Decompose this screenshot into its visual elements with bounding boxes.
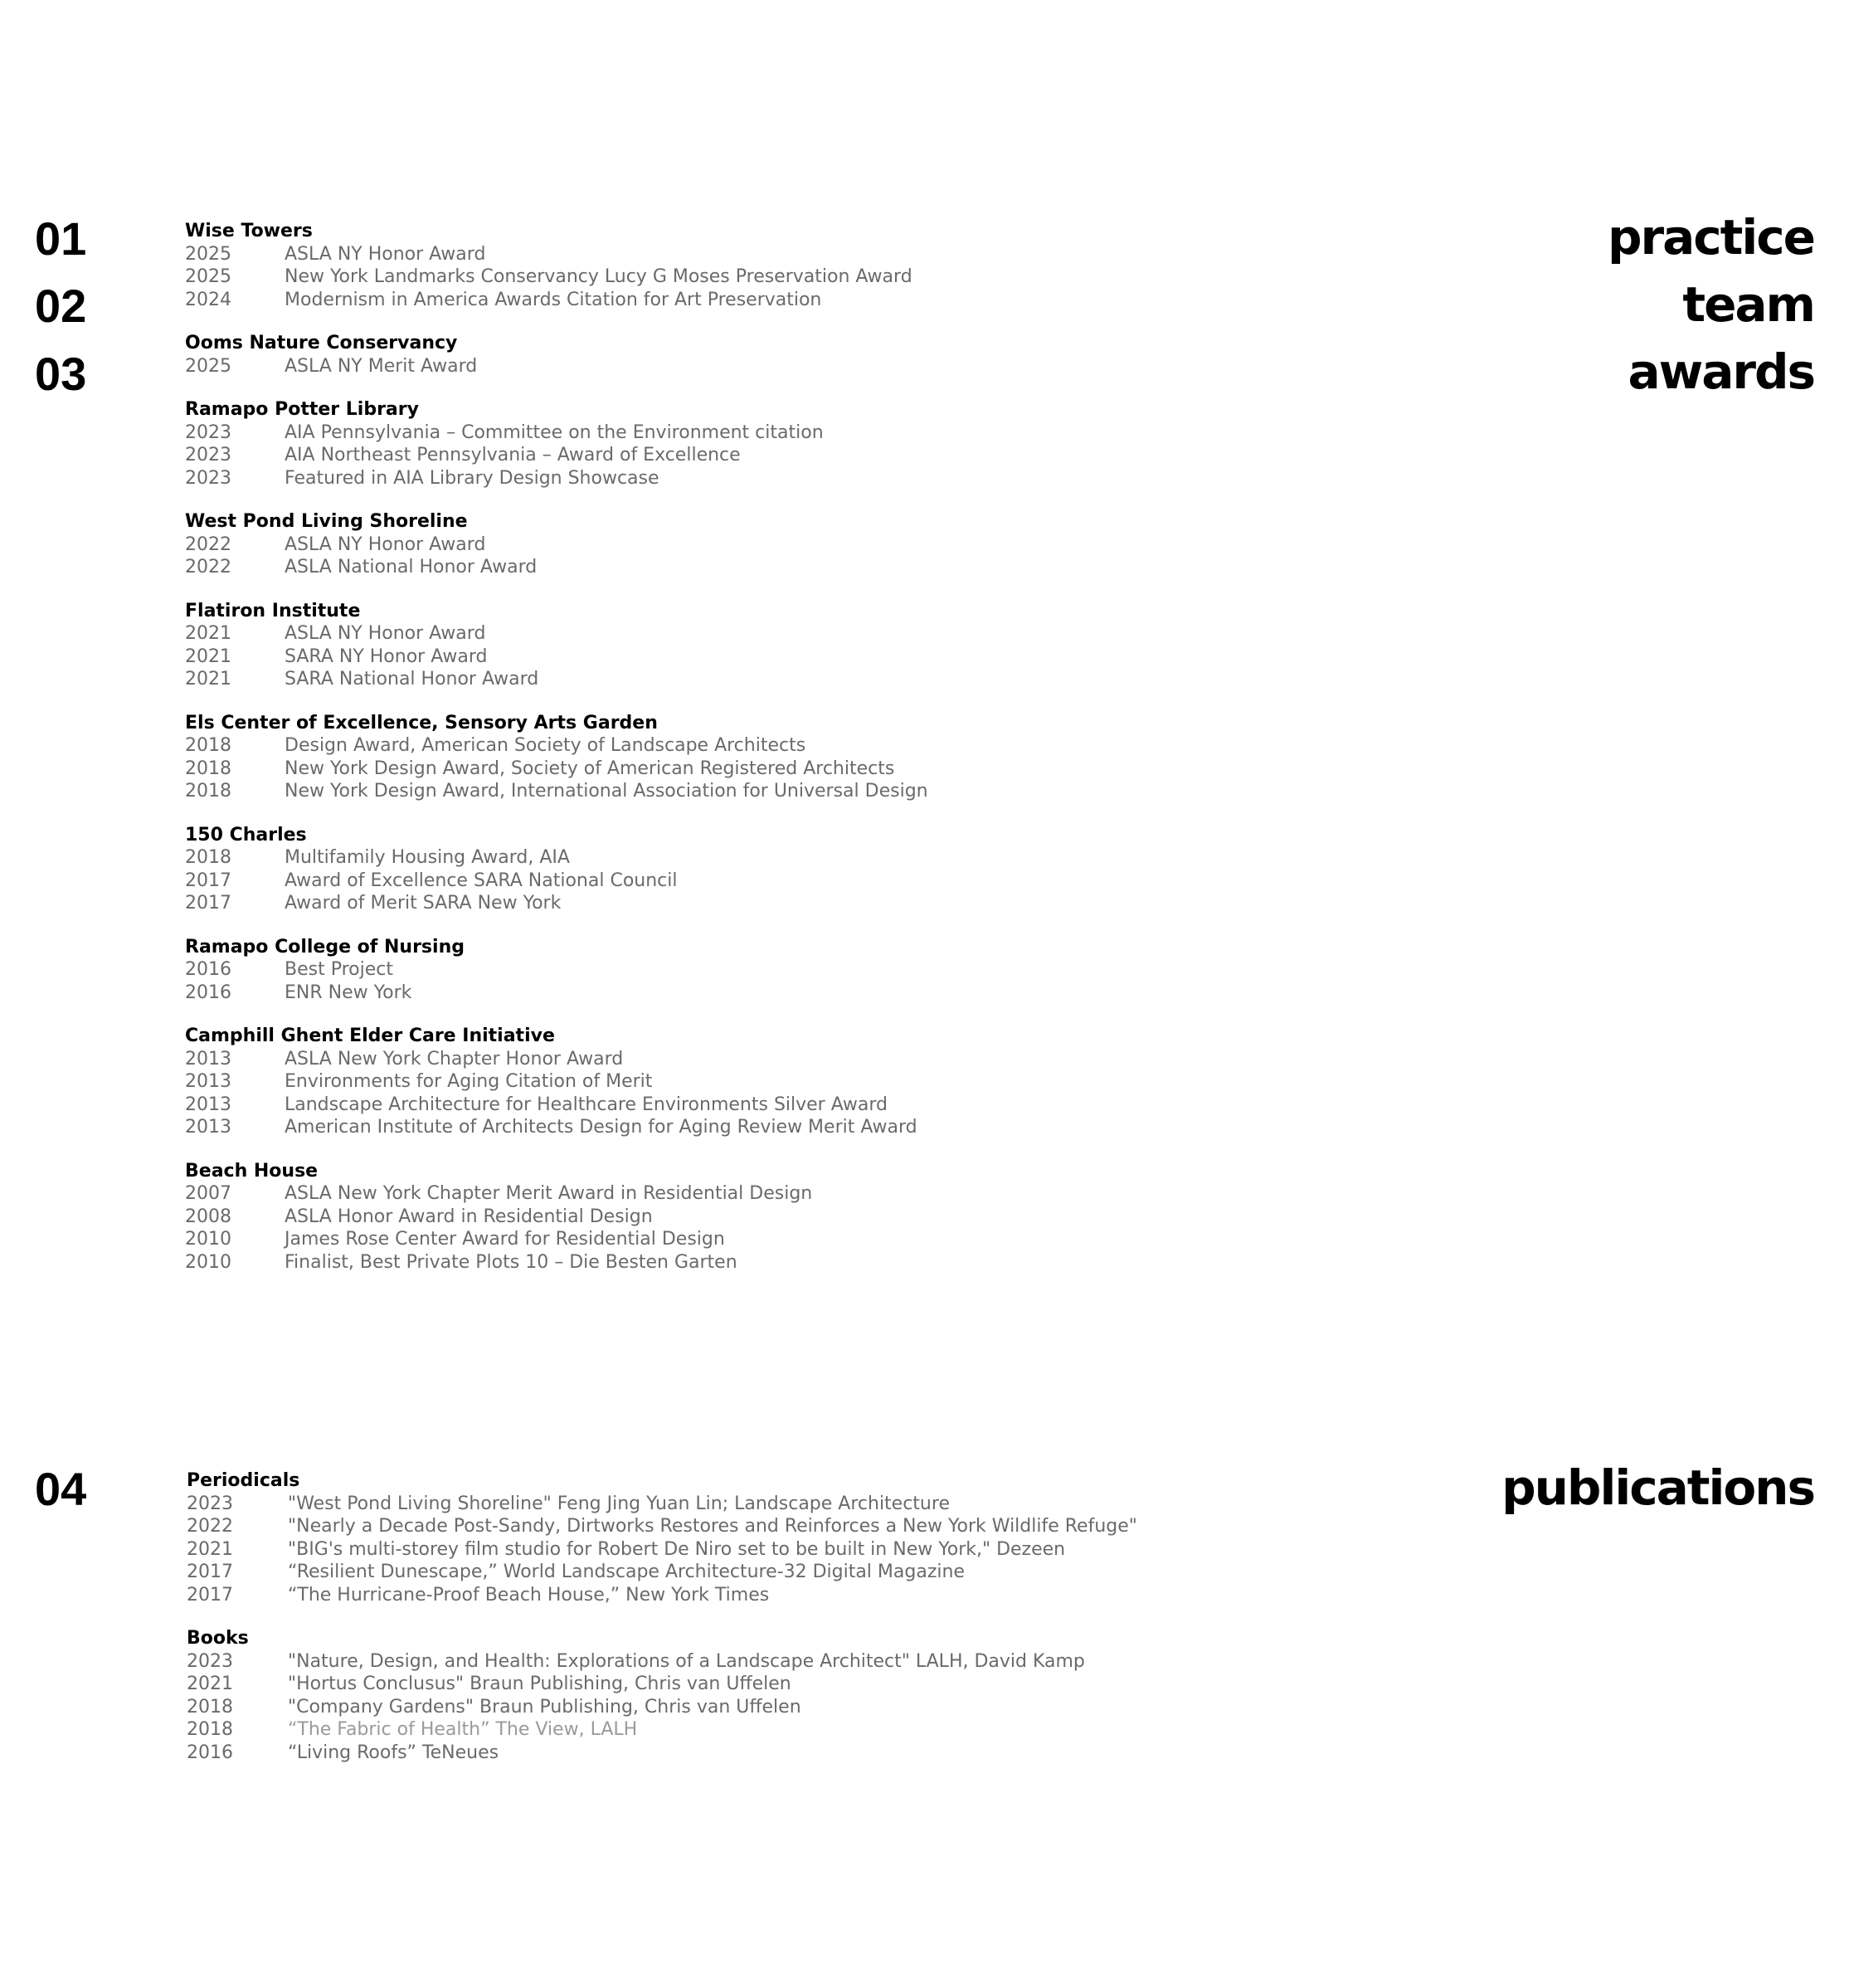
award-group-west-pond-living-shoreline bbox=[185, 510, 928, 579]
award-group-entry bbox=[185, 266, 928, 289]
entry-year: 2025 bbox=[185, 243, 231, 265]
entry-year: 2013 bbox=[185, 1071, 231, 1092]
entry-year: 2021 bbox=[187, 1674, 233, 1694]
nav-link-awards[interactable]: awards bbox=[1628, 344, 1814, 400]
entry-text: ASLA NY Honor Award bbox=[285, 243, 486, 265]
award-group-entry bbox=[185, 467, 928, 490]
entry-year: 2024 bbox=[185, 289, 231, 310]
publication-group-entry bbox=[187, 1538, 1137, 1562]
entry-year: 2013 bbox=[185, 1048, 231, 1070]
award-group-entry bbox=[185, 355, 928, 378]
award-group-entry bbox=[185, 1228, 928, 1251]
entry-text: Multifamily Housing Award, AIA bbox=[285, 847, 570, 868]
nav-number-03[interactable]: 03 bbox=[35, 348, 87, 400]
award-group-entry bbox=[185, 556, 928, 579]
publication-group-entry bbox=[187, 1696, 1137, 1719]
nav-link-team[interactable]: team bbox=[1682, 276, 1814, 333]
award-group-entry bbox=[185, 958, 928, 982]
entry-text: ASLA Honor Award in Residential Design bbox=[285, 1206, 653, 1227]
award-group-entry bbox=[185, 646, 928, 669]
entry-year: 2016 bbox=[187, 1742, 233, 1763]
nav-link-publications[interactable]: publications bbox=[1501, 1459, 1814, 1516]
entry-text: ASLA New York Chapter Merit Award in Residential Design bbox=[285, 1183, 813, 1204]
award-group-entry bbox=[185, 1206, 928, 1229]
entry-year: 2023 bbox=[187, 1650, 233, 1672]
entry-year: 2016 bbox=[185, 959, 231, 980]
entry-year: 2021 bbox=[187, 1538, 233, 1560]
entry-year: 2007 bbox=[185, 1183, 231, 1204]
award-group-entry bbox=[185, 1182, 928, 1206]
award-group-beach-house bbox=[185, 1160, 928, 1274]
entry-year: 2010 bbox=[185, 1229, 231, 1250]
award-group-entry bbox=[185, 734, 928, 758]
entry-text: ASLA NY Merit Award bbox=[285, 355, 478, 377]
award-group-entry bbox=[185, 289, 928, 312]
award-group-title: Ooms Nature Conservancy bbox=[185, 333, 458, 353]
publication-group-entry bbox=[187, 1718, 1137, 1742]
entry-year: 2018 bbox=[187, 1696, 233, 1718]
entry-text: Award of Excellence SARA National Council bbox=[285, 870, 678, 891]
award-group-entry bbox=[185, 668, 928, 691]
entry-year: 2008 bbox=[185, 1206, 231, 1227]
entry-text: New York Design Award, Society of American Registered Architects bbox=[285, 758, 895, 779]
award-group-entry bbox=[185, 1070, 928, 1094]
award-group-ooms-nature-conservancy bbox=[185, 332, 928, 378]
publication-group-books bbox=[187, 1627, 1137, 1764]
entry-year: 2017 bbox=[187, 1562, 233, 1582]
award-group-title: Beach House bbox=[185, 1160, 319, 1182]
entry-year: 2021 bbox=[185, 623, 231, 644]
entry-text: New York Design Award, International Association for Universal Design bbox=[285, 781, 928, 802]
entry-year: 2023 bbox=[185, 445, 231, 465]
entry-year: 2013 bbox=[185, 1117, 231, 1138]
award-group-entry bbox=[185, 1094, 928, 1117]
award-group-entry bbox=[185, 444, 928, 467]
award-group-entry bbox=[185, 1251, 928, 1274]
award-group-entry bbox=[185, 534, 928, 557]
publications-list bbox=[187, 1469, 1137, 1785]
entry-text: SARA NY Honor Award bbox=[285, 646, 488, 667]
nav-number-04[interactable]: 04 bbox=[35, 1463, 87, 1515]
entry-year: 2018 bbox=[185, 758, 231, 779]
entry-text: James Rose Center Award for Residential Design bbox=[285, 1229, 725, 1250]
entry-text: American Institute of Architects Design for Aging Review Merit Award bbox=[285, 1117, 917, 1138]
award-group-entry bbox=[185, 758, 928, 781]
entry-year: 2022 bbox=[185, 534, 231, 555]
entry-year: 2021 bbox=[185, 669, 231, 689]
award-group-entry bbox=[185, 982, 928, 1005]
publication-group-entry bbox=[187, 1561, 1137, 1584]
entry-year: 2016 bbox=[185, 982, 231, 1003]
award-group-title: Camphill Ghent Elder Care Initiative bbox=[185, 1026, 555, 1046]
entry-year: 2017 bbox=[187, 1584, 233, 1606]
award-group-entry bbox=[185, 870, 928, 893]
entry-year: 2018 bbox=[185, 735, 231, 756]
publication-group-entry bbox=[187, 1742, 1137, 1765]
entry-year: 2022 bbox=[185, 557, 231, 577]
publication-group-entry bbox=[187, 1493, 1137, 1516]
award-group-flatiron-institute bbox=[185, 600, 928, 691]
entry-year: 2021 bbox=[185, 646, 231, 667]
publication-group-entry bbox=[187, 1584, 1137, 1607]
nav-link-practice[interactable]: practice bbox=[1608, 209, 1814, 266]
award-group-title: Ramapo Potter Library bbox=[185, 399, 419, 420]
award-group-entry bbox=[185, 421, 928, 445]
entry-text: Landscape Architecture for Healthcare Environments Silver Award bbox=[285, 1094, 888, 1115]
entry-text: AIA Northeast Pennsylvania – Award of Excellence bbox=[285, 445, 741, 465]
nav-number-02[interactable]: 02 bbox=[35, 280, 87, 332]
entry-year: 2018 bbox=[185, 847, 231, 868]
entry-year: 2018 bbox=[187, 1719, 233, 1740]
entry-text: ASLA New York Chapter Honor Award bbox=[285, 1048, 624, 1070]
entry-text: SARA National Honor Award bbox=[285, 669, 539, 689]
award-group-camphill-ghent-elder-care-initiative bbox=[185, 1025, 928, 1139]
entry-text: ASLA NY Honor Award bbox=[285, 623, 486, 644]
entry-text: Modernism in America Awards Citation for Art Preservation bbox=[285, 289, 822, 310]
entry-year: 2022 bbox=[187, 1516, 233, 1537]
publication-group-title: Books bbox=[187, 1628, 249, 1649]
entry-text: “The Hurricane-Proof Beach House,” New York Times bbox=[288, 1584, 770, 1606]
award-group-title: Els Center of Excellence, Sensory Arts Garden bbox=[185, 712, 658, 733]
award-group-els-center-of-excellence-sensory-arts-garden bbox=[185, 712, 928, 803]
award-group-ramapo-college-of-nursing bbox=[185, 936, 928, 1005]
publication-group-title: Periodicals bbox=[187, 1470, 300, 1491]
entry-text: “Resilient Dunescape,” World Landscape Architecture-32 Digital Magazine bbox=[288, 1562, 965, 1582]
award-group-entry bbox=[185, 243, 928, 266]
entry-year: 2025 bbox=[185, 266, 231, 287]
entry-text: Finalist, Best Private Plots 10 – Die Besten Garten bbox=[285, 1251, 737, 1273]
publication-group-entry bbox=[187, 1515, 1137, 1538]
award-group-entry bbox=[185, 846, 928, 870]
entry-text: Design Award, American Society of Landscape Architects bbox=[285, 735, 806, 756]
entry-year: 2017 bbox=[185, 893, 231, 914]
entry-text: "Nearly a Decade Post-Sandy, Dirtworks Restores and Reinforces a New York Wildlife Refuge" bbox=[288, 1516, 1137, 1537]
entry-text: AIA Pennsylvania – Committee on the Environment citation bbox=[285, 421, 824, 443]
award-group-title: Flatiron Institute bbox=[185, 600, 361, 621]
entry-text: ENR New York bbox=[285, 982, 412, 1003]
entry-text: "Nature, Design, and Health: Explorations of a Landscape Architect" LALH, David Kamp bbox=[288, 1650, 1085, 1672]
entry-text: New York Landmarks Conservancy Lucy G Moses Preservation Award bbox=[285, 266, 912, 287]
award-group-entry bbox=[185, 1048, 928, 1071]
entry-text: ASLA National Honor Award bbox=[285, 557, 538, 577]
entry-year: 2023 bbox=[187, 1493, 233, 1514]
entry-year: 2025 bbox=[185, 355, 231, 377]
entry-text: "West Pond Living Shoreline" Feng Jing Yuan Lin; Landscape Architecture bbox=[288, 1493, 950, 1514]
award-group-title: Ramapo College of Nursing bbox=[185, 936, 465, 957]
publication-group-entry bbox=[187, 1650, 1137, 1674]
award-group-title: Wise Towers bbox=[185, 221, 313, 241]
award-group-wise-towers bbox=[185, 220, 928, 311]
entry-year: 2017 bbox=[185, 870, 231, 891]
publication-group-periodicals bbox=[187, 1469, 1137, 1606]
entry-text: "Hortus Conclusus" Braun Publishing, Chris van Uffelen bbox=[288, 1674, 791, 1694]
entry-text: Award of Merit SARA New York bbox=[285, 893, 562, 914]
entry-year: 2013 bbox=[185, 1094, 231, 1115]
entry-year: 2023 bbox=[185, 421, 231, 443]
entry-text: Best Project bbox=[285, 959, 393, 980]
entry-year: 2010 bbox=[185, 1251, 231, 1273]
award-group-entry bbox=[185, 780, 928, 803]
award-group-150-charles bbox=[185, 824, 928, 915]
awards-list bbox=[185, 220, 928, 1294]
entry-text: “The Fabric of Health” The View, LALH bbox=[288, 1719, 638, 1740]
entry-text: Featured in AIA Library Design Showcase bbox=[285, 467, 659, 489]
entry-year: 2018 bbox=[185, 781, 231, 802]
award-group-entry bbox=[185, 1116, 928, 1139]
award-group-entry bbox=[185, 892, 928, 915]
publication-group-entry bbox=[187, 1673, 1137, 1696]
award-group-ramapo-potter-library bbox=[185, 398, 928, 490]
entry-text: "Company Gardens" Braun Publishing, Chris van Uffelen bbox=[288, 1696, 801, 1718]
award-group-title: West Pond Living Shoreline bbox=[185, 511, 468, 532]
entry-year: 2023 bbox=[185, 467, 231, 489]
nav-number-01[interactable]: 01 bbox=[35, 212, 87, 265]
entry-text: “Living Roofs” TeNeues bbox=[288, 1742, 499, 1763]
entry-text: "BIG's multi-storey film studio for Robert De Niro set to be built in New York," Dezeen bbox=[288, 1538, 1066, 1560]
entry-text: Environments for Aging Citation of Merit bbox=[285, 1071, 653, 1092]
entry-text: ASLA NY Honor Award bbox=[285, 534, 486, 555]
award-group-title: 150 Charles bbox=[185, 824, 307, 845]
award-group-entry bbox=[185, 622, 928, 646]
